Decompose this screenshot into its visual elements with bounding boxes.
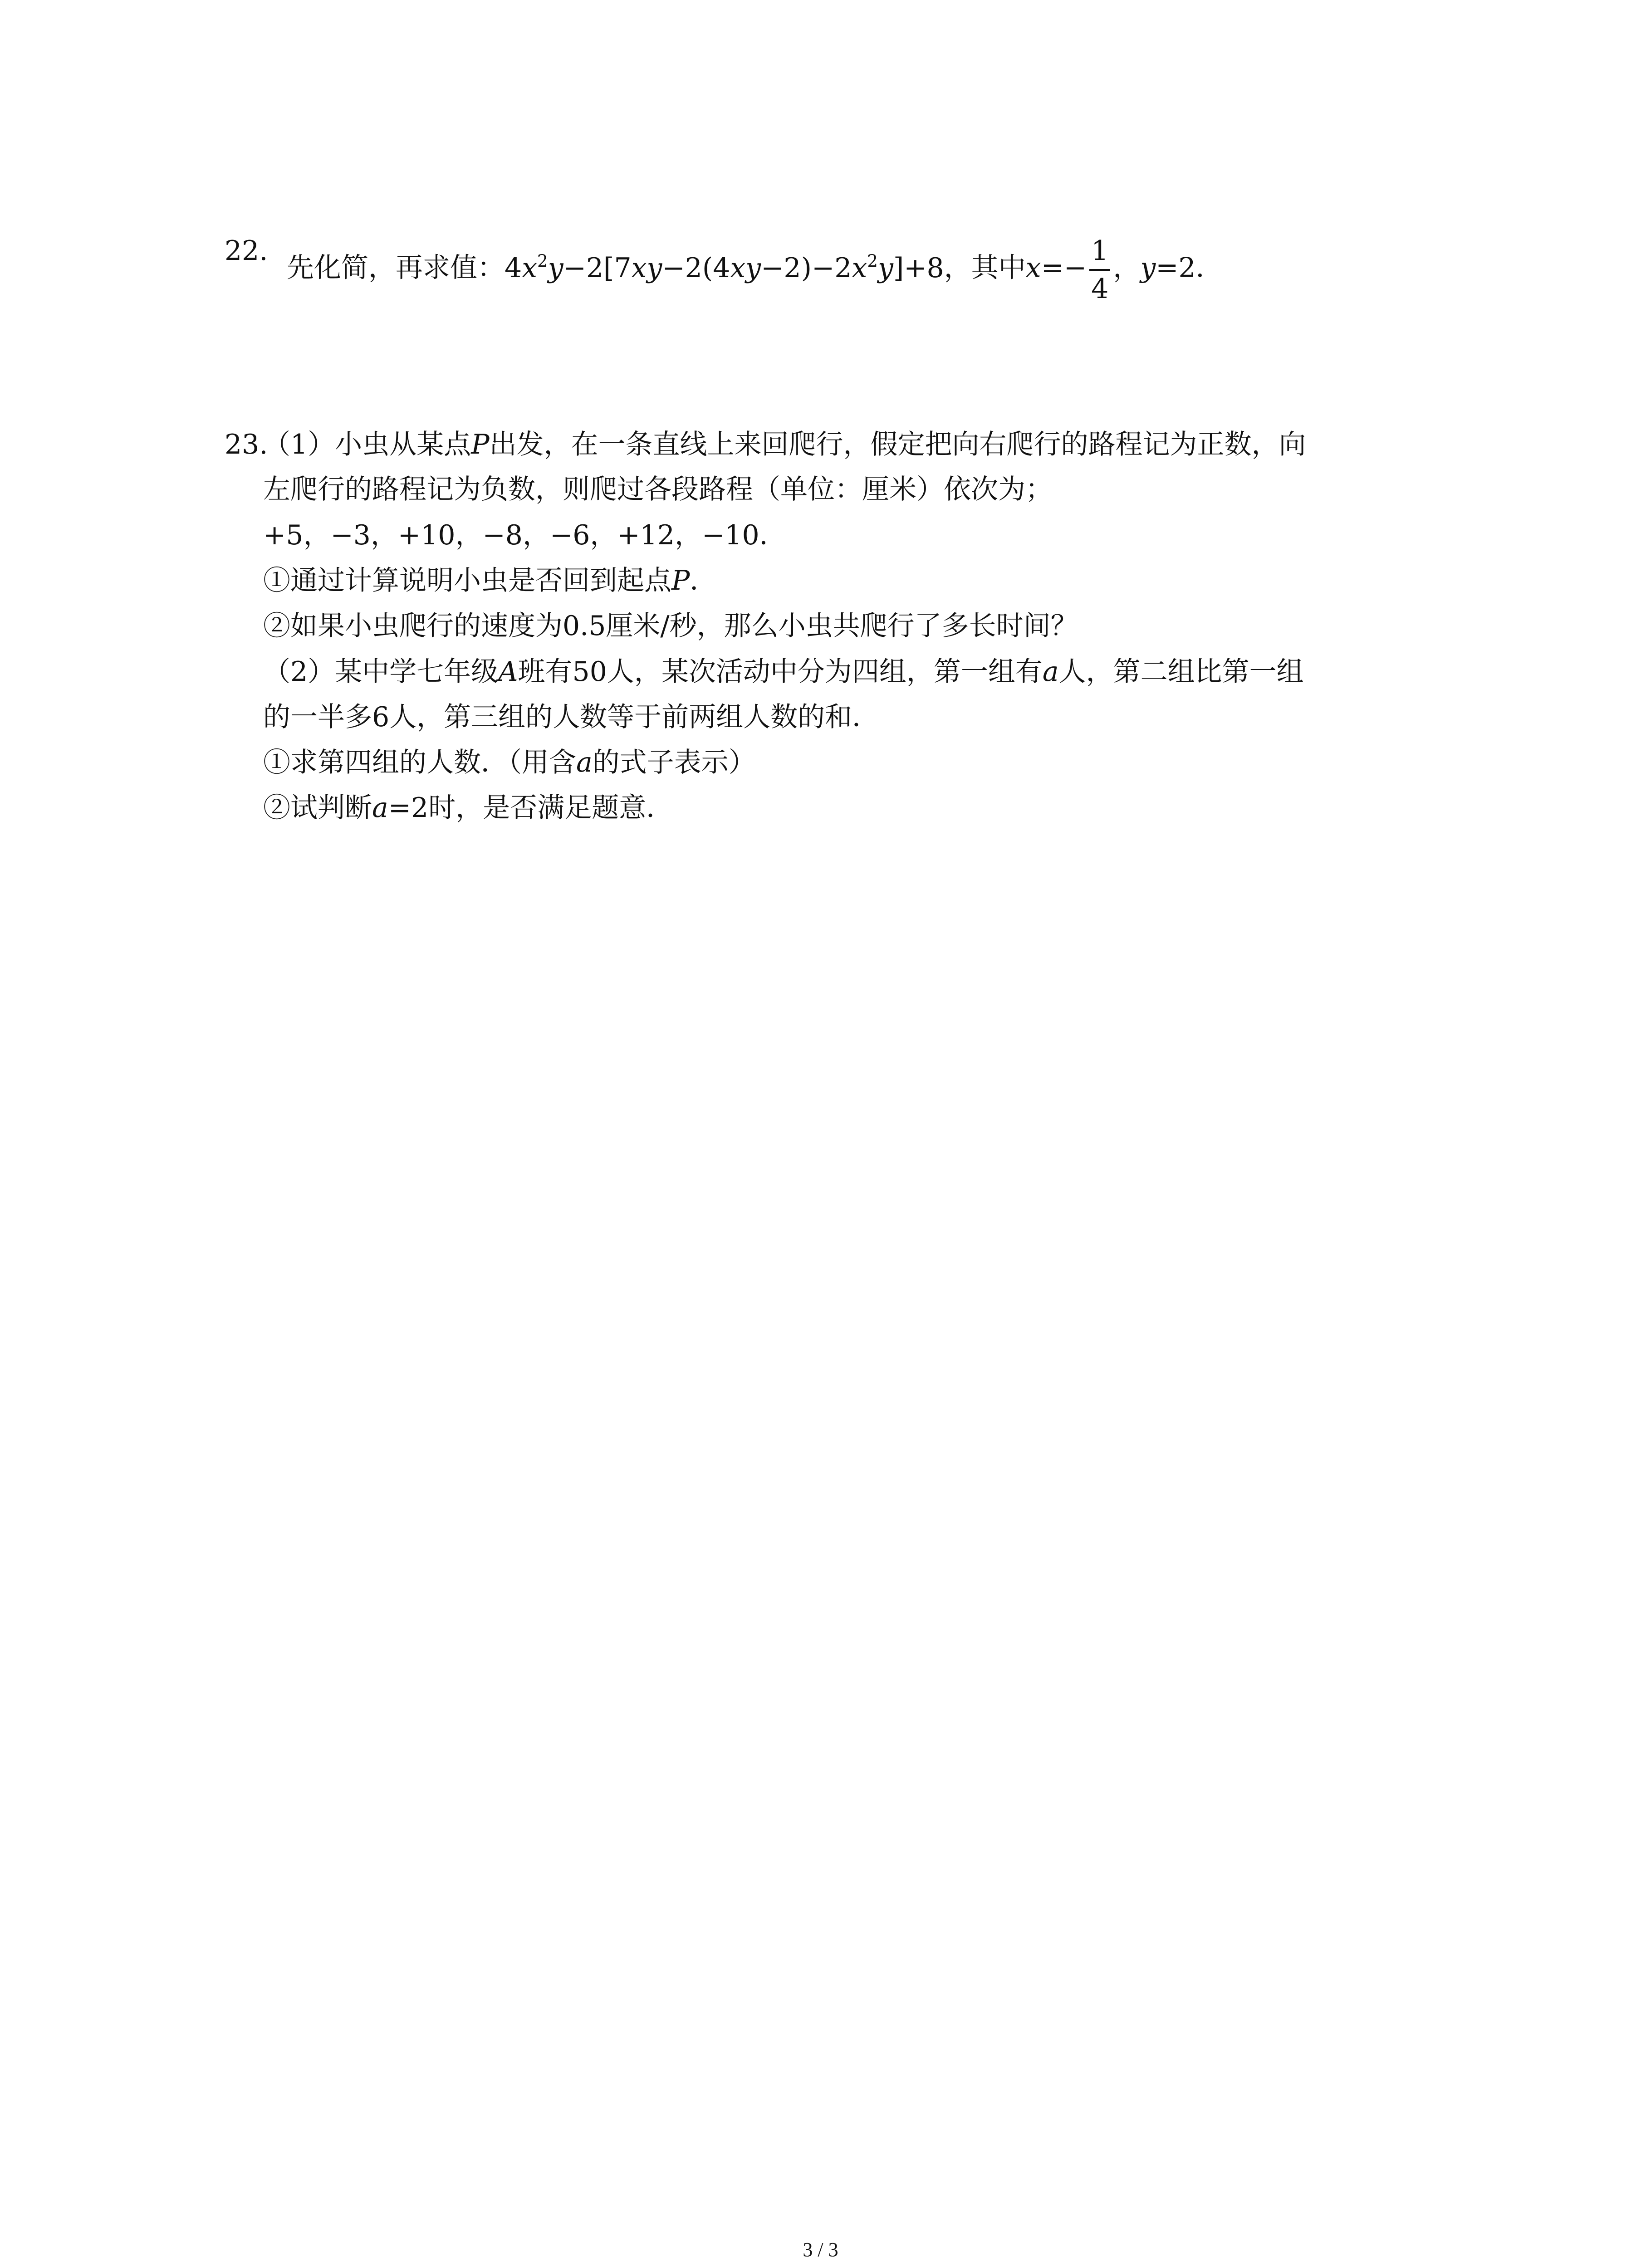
question-intro: 先化简，再求值： (287, 252, 505, 284)
fraction-denominator: 4 (1091, 273, 1109, 305)
part-2-line-2: 的一半多6人，第三组的人数等于前两组人数的和． (263, 701, 880, 733)
sub-question-2-1: ①求第四组的人数．（用含a的式子表示） (263, 747, 756, 778)
sub-question-1-2: ②如果小虫爬行的速度为0.5厘米/秒，那么小虫共爬行了多长时间？ (263, 610, 1078, 642)
distance-list: +5，−3，+10，−8，−6，+12，−10． (263, 519, 787, 551)
math-expression: $4x^2y-2[7xy-2(4xy-2)-2x^2y]+8$ (505, 250, 944, 284)
question-number: 22. (225, 235, 268, 267)
sub-question-2-2: ②试判断a=2时，是否满足题意． (263, 792, 674, 824)
fraction-one-quarter (1089, 237, 1110, 303)
part-1-line-1: （1）小虫从某点P出发，在一条直线上来回爬行，假定把向右爬行的路程记为正数，向 (263, 429, 1306, 460)
page-number: 3 / 3 (803, 2239, 838, 2261)
part-1-line-2: 左爬行的路程记为负数，则爬过各段路程（单位：厘米）依次为； (263, 474, 1053, 505)
fraction-numerator: 1 (1089, 237, 1110, 271)
part-2-line-1: （2）某中学七年级A班有50人，某次活动中分为四组，第一组有a人，第二组比第一组 (263, 656, 1304, 688)
question-number: 23. (225, 429, 268, 460)
question-22-text: 先化简，再求值：$4x^2y-2[7xy-2(4xy-2)-2x^2y]+8$，其中x=− $\frac{1}{4}$ ，y=2． (287, 235, 1223, 305)
sub-question-1-1: ①通过计算说明小虫是否回到起点P． (263, 565, 717, 596)
